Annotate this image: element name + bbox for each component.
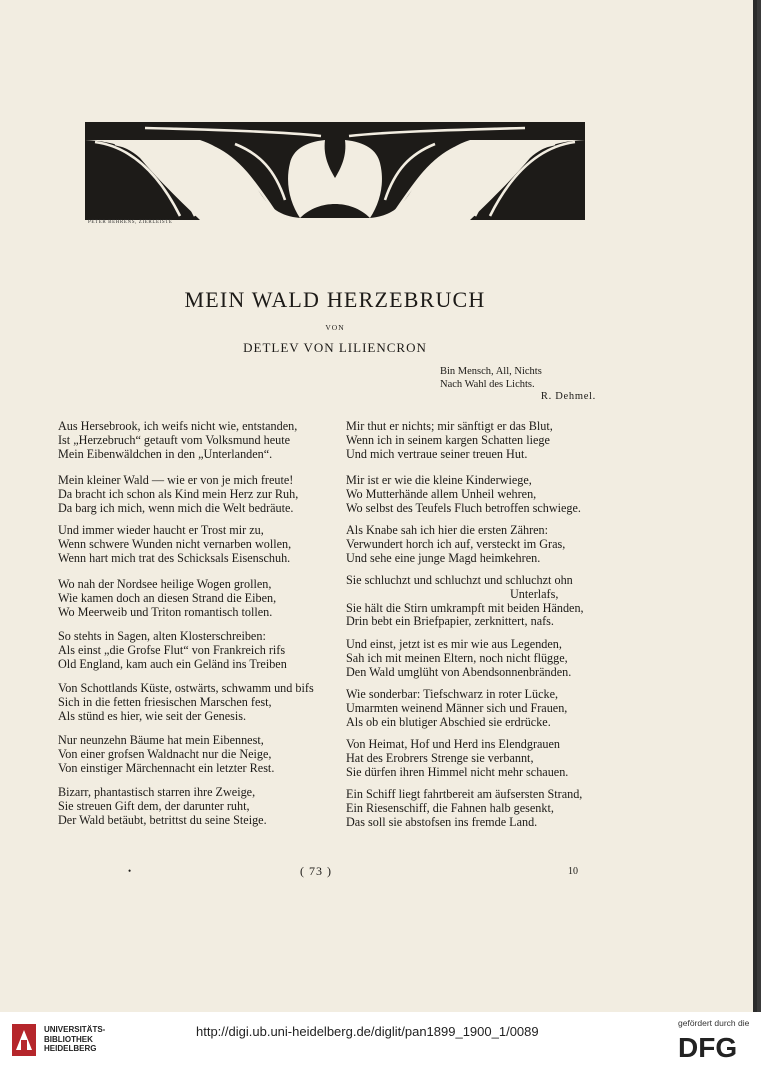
page-number: ( 73 )	[300, 864, 332, 878]
stanza	[346, 420, 616, 461]
verse-line: Wo selbst des Teufels Fluch betroffen schwiege.	[346, 500, 581, 515]
stanza	[346, 524, 616, 565]
uni-line: BIBLIOTHEK	[44, 1034, 93, 1044]
ornament-headpiece	[85, 108, 585, 220]
stanza	[58, 578, 328, 619]
stanza	[58, 524, 328, 565]
verse-line: Mein kleiner Wald — wie er von je mich freute!	[58, 473, 294, 487]
verse-line: Sie dürfen ihren Himmel nicht mehr schauen.	[346, 764, 569, 779]
stanza	[346, 688, 616, 729]
verse-line: Und sehe eine junge Magd heimkehren.	[346, 550, 541, 565]
verse-line: Old England, kam auch ein Geländ ins Treiben	[58, 656, 287, 671]
motto-line: Nach Wahl des Lichts.	[440, 378, 535, 390]
verse-line: Und mich vertraue seiner treuen Hut.	[346, 446, 528, 461]
uni-line: UNIVERSITÄTS-	[44, 1025, 106, 1034]
verse-line: Da bracht ich schon als Kind mein Herz zur Ruh,	[58, 486, 299, 501]
verse-line: Als ob ein blutiger Abschied sie erdrücke.	[346, 714, 551, 729]
verse-line: Den Wald umglüht von Abendsonnenbränden.	[346, 664, 572, 679]
viewer-footer-bar	[0, 1012, 761, 1066]
verse-line: Bizarr, phantastisch starren ihre Zweige,	[58, 785, 256, 799]
stanza	[346, 574, 616, 629]
funding-label: gefördert durch die	[678, 1018, 750, 1028]
stanza	[58, 474, 328, 515]
verse-line: Hat des Erobrers Strenge sie verbannt,	[346, 750, 534, 765]
verse-line: Verwundert horch ich auf, versteckt im Gras,	[346, 536, 566, 551]
verse-line: Drin bebt ein Briefpapier, zerknittert, nafs.	[346, 614, 554, 629]
byline-von: VON	[325, 323, 345, 332]
verse-line: Wie sonderbar: Tiefschwarz in roter Lücke,	[346, 687, 559, 701]
verse-line: Aus Hersebrook, ich weifs nicht wie, entstanden,	[58, 419, 298, 433]
uni-line: HEIDELBERG	[44, 1044, 97, 1053]
verse-line: Wie kamen doch an diesen Strand die Eiben,	[58, 590, 277, 605]
verse-line: Als einst „die Grofse Flut“ von Frankreich rifs	[58, 642, 286, 657]
verse-line: Ist „Herzebruch“ getauft vom Volksmund heute	[58, 432, 291, 447]
verse-line: Mir ist er wie die kleine Kinderwiege,	[346, 473, 532, 487]
verse-line: Wo Meerweib und Triton romantisch tollen.	[58, 604, 273, 619]
university-library-name	[44, 1025, 105, 1054]
stanza	[58, 786, 328, 827]
stanza	[346, 788, 616, 829]
verse-line: Das soll sie abstofsen ins fremde Land.	[346, 814, 538, 829]
verse-line: Ein Riesenschiff, die Fahnen halb gesenkt,	[346, 800, 554, 815]
verse-line: Und einst, jetzt ist es mir wie aus Legenden,	[346, 637, 562, 651]
verse-line: Wo nah der Nordsee heilige Wogen grollen,	[58, 577, 272, 591]
verse-line: Unterlafs,	[510, 586, 559, 601]
verse-line: Umarmten weinend Männer sich und Frauen,	[346, 700, 568, 715]
stanza	[346, 474, 616, 515]
verse-line: Und immer wieder haucht er Trost mir zu,	[58, 523, 264, 537]
verse-line: Mir thut er nichts; mir sänftigt er das Blut,	[346, 419, 553, 433]
stanza	[346, 638, 616, 679]
verse-line: Sah ich mit meinen Eltern, noch nicht flügge,	[346, 650, 568, 665]
verse-line: Wenn schwere Wunden nicht vernarben wollen,	[58, 536, 292, 551]
verse-line: Da barg ich mich, wenn mich die Welt bedräute.	[58, 500, 294, 515]
verse-line: Nur neunzehn Bäume hat mein Eibennest,	[58, 733, 264, 747]
stanza	[58, 734, 328, 775]
verse-line: Mein Eibenwäldchen in den „Unterlanden“.	[58, 446, 273, 461]
verse-line: Sie streuen Gift dem, der darunter ruht,	[58, 798, 250, 813]
heidelberg-library-logo-icon	[10, 1022, 38, 1058]
verse-line: Als Knabe sah ich hier die ersten Zähren:	[346, 523, 549, 537]
footer-mark: •	[128, 866, 132, 876]
stanza	[58, 420, 328, 461]
verse-line: Ein Schiff liegt fahrtbereit am äufsersten Strand,	[346, 787, 583, 801]
verse-line: So stehts in Sagen, alten Klosterschreiben:	[58, 629, 266, 643]
permalink-url[interactable]: http://digi.ub.uni-heidelberg.de/diglit/pan1899_1900_1/0089	[196, 1024, 539, 1039]
verse-line: Sich in die fetten friesischen Marschen fest,	[58, 694, 272, 709]
verse-line: Wo Mutterhände allem Unheil wehren,	[346, 486, 537, 501]
verse-line: Sie schluchzt und schluchzt und schluchzt ohn	[346, 573, 573, 587]
dfg-logo-icon	[676, 1032, 752, 1060]
poem-title: MEIN WALD HERZEBRUCH	[184, 287, 486, 312]
verse-line: Wenn ich in seinem kargen Schatten liege	[346, 432, 550, 447]
ornament-credit: PETER BEHRENS, ZIERLEISTE	[88, 220, 173, 225]
stanza	[58, 682, 328, 723]
motto-epigraph	[440, 366, 596, 404]
verse-line: Von einer grofsen Waldnacht nur die Neige,	[58, 746, 272, 761]
dfg-logo-text: DFG	[678, 1032, 738, 1060]
motto-line: Bin Mensch, All, Nichts	[440, 366, 542, 377]
poem-author: DETLEV VON LILIENCRON	[243, 340, 427, 355]
verse-line: Als stünd es hier, wie seit der Genesis.	[58, 708, 247, 723]
stanza	[58, 630, 328, 671]
verse-line: Von Schottlands Küste, ostwärts, schwamm und bifs	[58, 681, 314, 695]
verse-line: Sie hält die Stirn umkrampft mit beiden Händen,	[346, 600, 584, 615]
signature-mark: 10	[568, 866, 578, 877]
verse-line: Von Heimat, Hof und Herd ins Elendgrauen	[346, 737, 561, 751]
stanza	[346, 738, 616, 779]
verse-line: Wenn hart mich trat des Schicksals Eisenschuh.	[58, 550, 291, 565]
page-edge	[753, 0, 757, 1012]
verse-line: Der Wald betäubt, betrittst du seine Steige.	[58, 812, 267, 827]
verse-line: Von einstiger Märchennacht ein letzter Rest.	[58, 760, 275, 775]
motto-author: R. Dehmel.	[540, 391, 596, 402]
